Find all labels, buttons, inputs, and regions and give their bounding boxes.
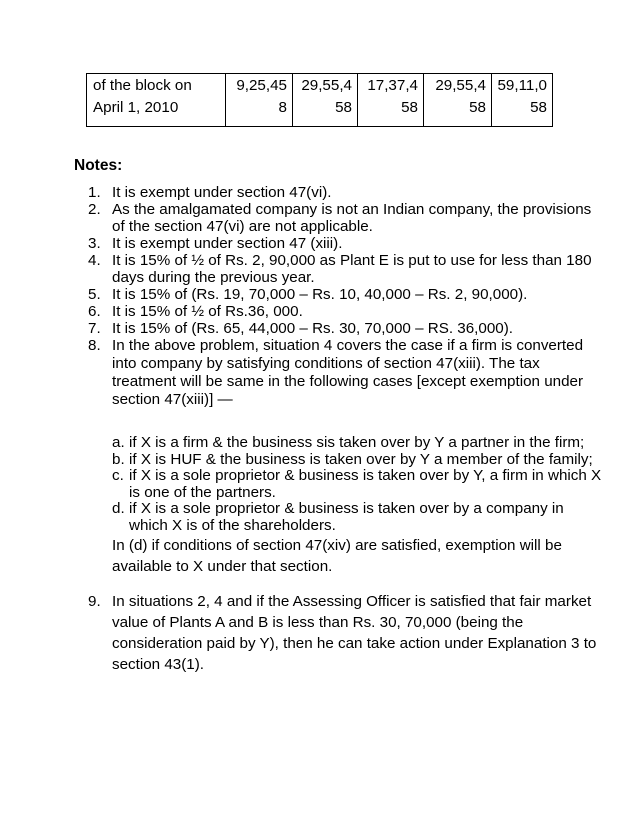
note-text: In the above problem, situation 4 covers the case if a firm is converted into company by satisfying conditions of section 47(xiii). The tax treatment will be same in the following cases [except exemption under section 47(xiii)] — [112, 337, 584, 408]
sub-item-letter: c. [112, 467, 124, 484]
note-text: As the amalgamated company is not an Indian company, the provisions of the section 47(vi) are not applicable. [112, 201, 592, 235]
sub-item-text: if X is a sole proprietor & business is taken over by a company in which X is of the shareholders. [129, 500, 564, 534]
note-text: It is 15% of ½ of Rs.36, 000. [112, 303, 303, 320]
note-text: In situations 2, 4 and if the Assessing Officer is satisfied that fair market value of Plants A and B is less than Rs. 30, 70,000 (being the consideration paid by Y), then he can take action under Explanation 3 to section 43(1). [112, 593, 597, 673]
notes-heading: Notes: [74, 157, 123, 174]
sub-item-text: if X is a sole proprietor & business is taken over by Y, a firm in which X is one of the partners. [129, 467, 602, 501]
cell-line1: 29,55,4 [435, 77, 486, 94]
note-number: 2. [88, 201, 101, 218]
note-number: 5. [88, 286, 101, 303]
note-text: It is 15% of (Rs. 19, 70,000 – Rs. 10, 40,000 – Rs. 2, 90,000). [112, 286, 528, 303]
note-number: 7. [88, 320, 101, 337]
cell-line1: 29,55,4 [301, 77, 352, 94]
note-item [74, 184, 604, 201]
note-number: 8. [88, 337, 101, 354]
cell-line2: 8 [278, 99, 287, 116]
table-cell [293, 74, 358, 127]
note-number: 3. [88, 235, 101, 252]
note-text: It is 15% of ½ of Rs. 2, 90,000 as Plant E is put to use for less than 180 days during the previous year. [112, 252, 592, 286]
sub-list [112, 435, 604, 534]
sub-note: In (d) if conditions of section 47(xiv) are satisfied, exemption will be available to X under that section. [112, 537, 562, 575]
sub-item-letter: b. [112, 450, 125, 468]
depreciation-table [86, 73, 553, 127]
cell-line2: 58 [469, 99, 486, 116]
table-label-line2: April 1, 2010 [93, 99, 179, 116]
note-item [74, 303, 604, 320]
note-number: 4. [88, 252, 101, 269]
note-number: 6. [88, 303, 101, 320]
table-cell [358, 74, 424, 127]
note-text: It is exempt under section 47 (xiii). [112, 235, 343, 252]
table-label-cell [87, 74, 226, 127]
table-row [87, 74, 553, 127]
note-item [74, 286, 604, 303]
table-cell [492, 74, 553, 127]
note-item [74, 591, 604, 675]
sub-item [112, 501, 604, 534]
cell-line1: 9,25,45 [236, 77, 287, 94]
note-number: 9. [88, 593, 101, 610]
sub-item [112, 468, 604, 501]
note-text: It is 15% of (Rs. 65, 44,000 – Rs. 30, 70,000 – RS. 36,000). [112, 320, 514, 337]
sub-item-text: if X is HUF & the business is taken over by Y a member of the family; [129, 450, 593, 468]
table-cell [226, 74, 293, 127]
table-label-line1: of the block on [93, 77, 192, 94]
sub-item-letter: d. [112, 500, 125, 517]
sub-item [112, 435, 604, 452]
cell-line1: 17,37,4 [367, 77, 418, 94]
note-text: It is exempt under section 47(vi). [112, 184, 332, 201]
note-number: 1. [88, 184, 101, 201]
table-cell [424, 74, 492, 127]
note-item [74, 337, 604, 591]
note-item [74, 320, 604, 337]
cell-line2: 58 [335, 99, 352, 116]
note-item [74, 235, 604, 252]
sub-item-letter: a. [112, 434, 125, 451]
note-item [74, 252, 604, 286]
cell-line2: 58 [530, 99, 547, 116]
note-item [74, 201, 604, 235]
cell-line1: 59,11,0 [497, 77, 547, 94]
notes-list [74, 184, 604, 675]
sub-item [112, 452, 604, 469]
cell-line2: 58 [401, 99, 418, 116]
sub-item-text: if X is a firm & the business sis taken over by Y a partner in the firm; [129, 434, 585, 451]
